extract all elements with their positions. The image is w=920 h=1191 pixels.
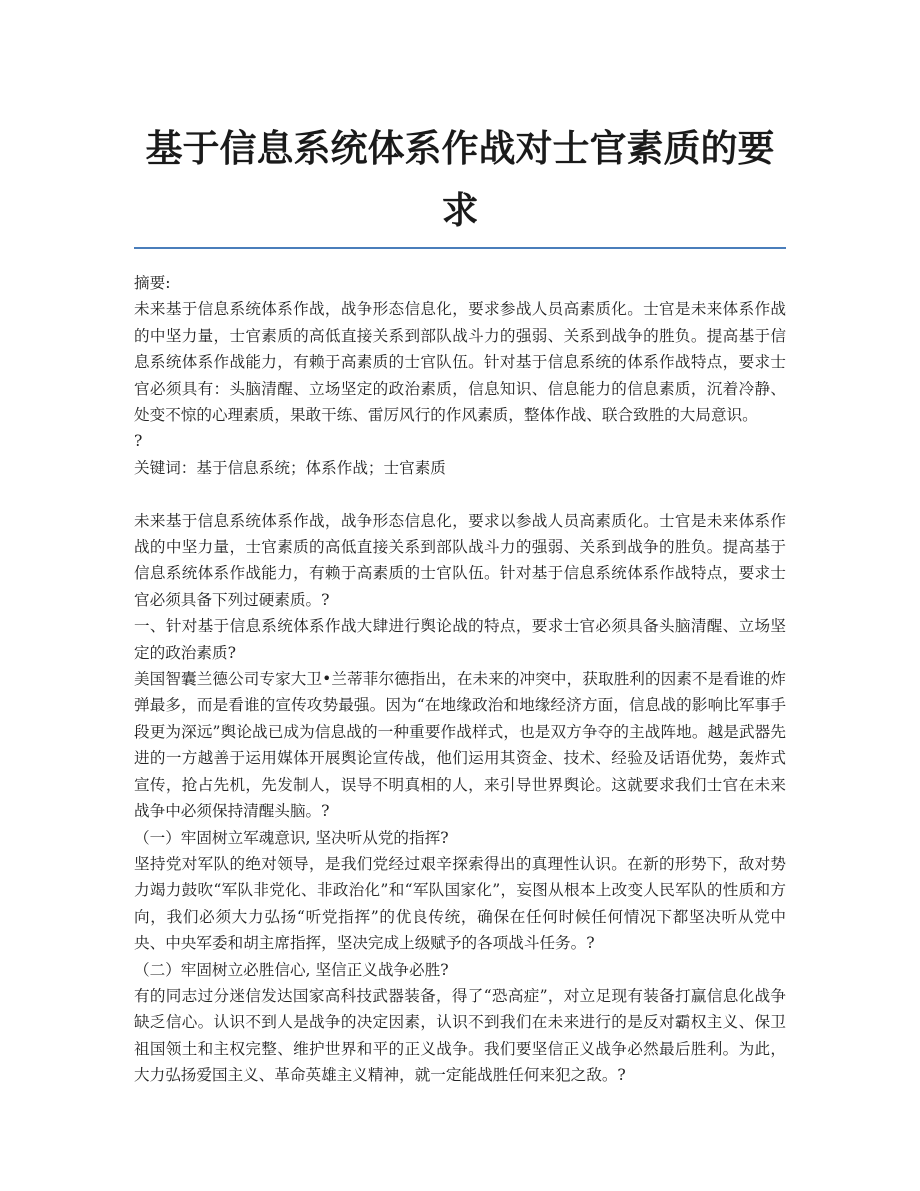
paragraph: 美国智囊兰德公司专家大卫•兰蒂菲尔德指出，在未来的冲突中，获取胜利的因素不是看谁的炸弹最多，而是看谁的宣传攻势最强。因为“在地缘政治和地缘经济方面，信息战的影响比军事手段更为深远”舆论战已成为信息战的一种重要作战样式，也是双方争夺的主战阵地。越是武器先进的一方越善于运用媒体开展舆论宣传战，他们运用其资金、技术、经验及话语优势，轰炸式宣传，抢占先机，先发制人，误导不明真相的人，来引导世界舆论。这就要求我们士官在未来战争中必须保持清醒头脑。? — [134, 670, 786, 821]
section-heading-1: 一、针对基于信息系统体系作战大肆进行舆论战的特点，要求士官必须具备头脑清醒、立场坚定的政治素质? — [134, 617, 786, 662]
paragraph: 坚持党对军队的绝对领导，是我们党经过艰辛探索得出的真理性认识。在新的形势下，敌对势力竭力鼓吹“军队非党化、非政治化”和“军队国家化”，妄图从根本上改变人民军队的性质和方向，我们必须大力弘扬“听党指挥”的优良传统，确保在任何时候任何情况下都坚决听从党中央、中央军委和胡主席指挥，坚决完成上级赋予的各项战斗任务。? — [134, 854, 786, 953]
abstract-mark: ? — [134, 432, 143, 451]
paragraph: 有的同志过分迷信发达国家高科技武器装备，得了“恐高症”，对立足现有装备打赢信息化战争缺乏信心。认识不到人是战争的决定因素，认识不到我们在未来进行的是反对霸权主义、保卫祖国领土和主权完整、维护世界和平的正义战争。我们要坚信正义战争必然最后胜利。为此，大力弘扬爱国主义、革命英雄主义精神，就一定能战胜任何来犯之敌。? — [134, 986, 786, 1085]
keywords: 关键词：基于信息系统；体系作战；士官素质 — [134, 458, 446, 477]
subsection-heading-2: （二）牢固树立必胜信心, 坚信正义战争必胜? — [134, 960, 449, 979]
subsection-heading-1: （一）牢固树立军魂意识, 坚决听从党的指挥? — [134, 828, 449, 847]
blank-line — [134, 481, 786, 507]
page-title: 基于信息系统体系作战对士官素质的要求 — [145, 127, 775, 232]
abstract-label: 摘要: — [134, 274, 171, 292]
document-body — [134, 270, 786, 1089]
title-divider — [134, 247, 786, 249]
abstract-text: 未来基于信息系统体系作战，战争形态信息化，要求参战人员高素质化。士官是未来体系作战的中坚力量，士官素质的高低直接关系到部队战斗力的强弱、关系到战争的胜负。提高基于信息系统体系作战能力，有赖于高素质的士官队伍。针对基于信息系统的体系作战特点，要求士官必须具有：头脑清醒、立场坚定的政治素质，信息知识、信息能力的信息素质，沉着冷静、处变不惊的心理素质，果敢干练、雷厉风行的作风素质，整体作战、联合致胜的大局意识。 — [134, 300, 786, 425]
paragraph-intro: 未来基于信息系统体系作战，战争形态信息化，要求以参战人员高素质化。士官是未来体系作战的中坚力量，士官素质的高低直接关系到部队战斗力的强弱、关系到战争的胜负。提高基于信息系统体系作战能力，有赖于高素质的士官队伍。针对基于信息系统体系作战特点，要求士官必须具备下列过硬素质。? — [134, 511, 786, 609]
